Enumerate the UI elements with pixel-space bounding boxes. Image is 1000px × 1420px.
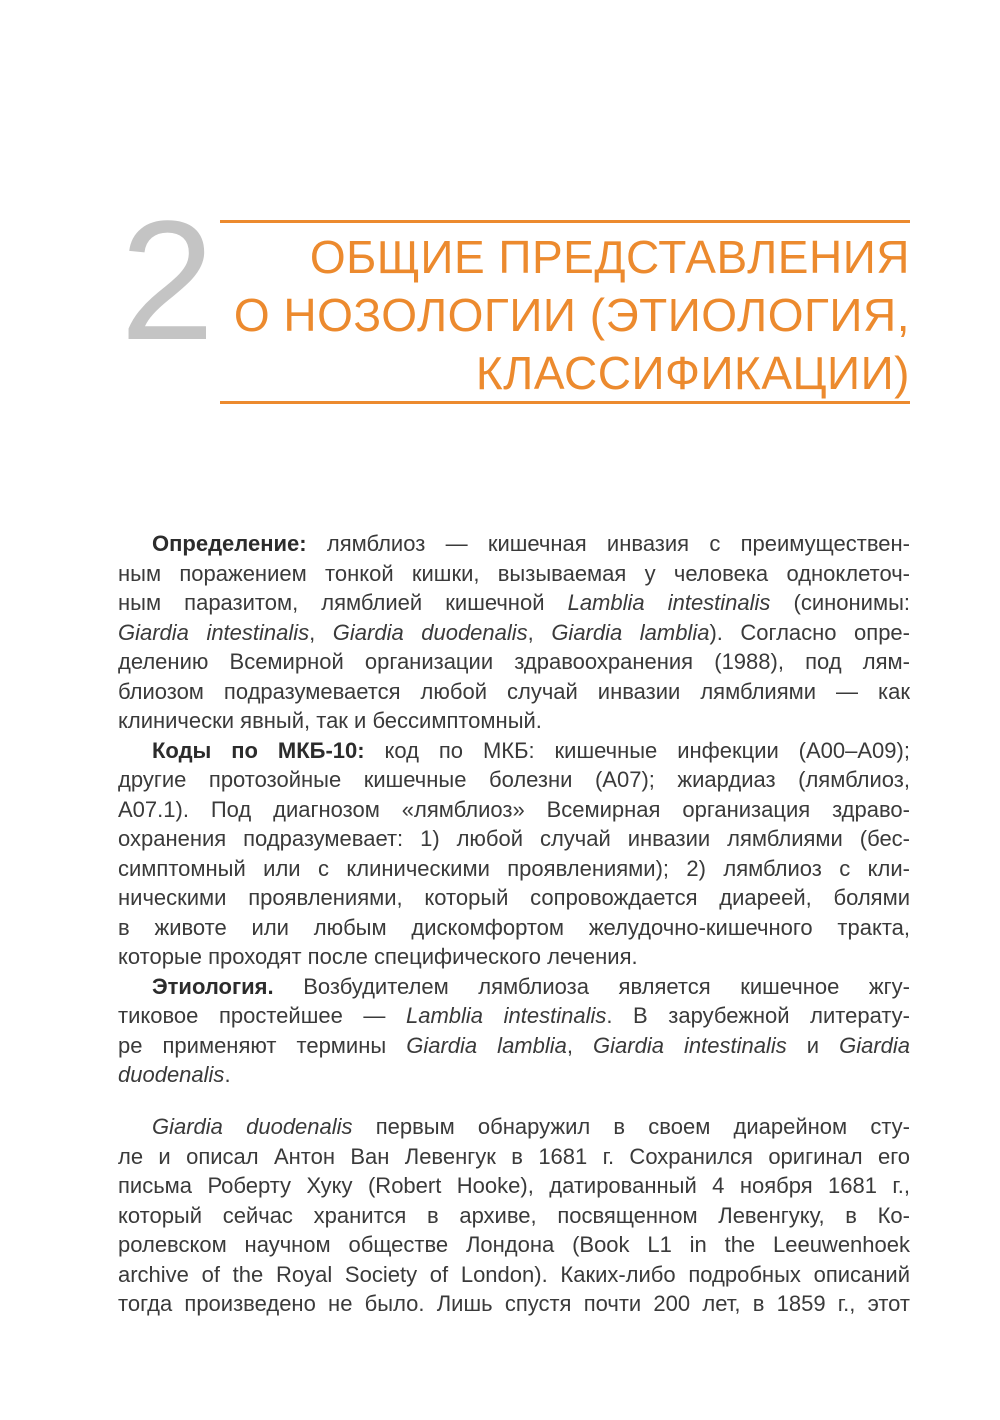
chapter-title-line: ОБЩИЕ ПРЕДСТАВЛЕНИЯ: [309, 231, 910, 283]
title-bottom-rule: [220, 401, 910, 404]
history-line: письма Роберту Хуку (Robert Hooke), датированный 4 ноября 1681 г.,: [118, 1173, 910, 1198]
icd-line: которые проходят после специфического лечения.: [118, 944, 638, 969]
etiology-line: duodenalis.: [118, 1062, 231, 1087]
history-line: archive of the Royal Society of London). Каких-либо подробных описаний: [118, 1261, 910, 1287]
history-line: Giardia duodenalis первым обнаружил в своем диарейном сту-: [152, 1114, 910, 1139]
history-line: ле и описал Антон Ван Левенгук в 1681 г. Сохранился оригинал его: [118, 1143, 910, 1169]
etiology-label: Этиология.: [152, 973, 274, 999]
definition-line: ным паразитом, лямблией кишечной Lamblia intestinalis (синонимы:: [118, 590, 910, 615]
definition-line: делению Всемирной организации здравоохранения (1988), под лям-: [118, 649, 910, 674]
icd-line: другие протозойные кишечные болезни (A07); жиардиаз (лямблиоз,: [118, 767, 910, 792]
etiology-line: тиковое простейшее — Lamblia intestinalis. В зарубежной литерату-: [118, 1003, 910, 1028]
definition-line: Giardia intestinalis, Giardia duodenalis, Giardia lamblia). Согласно опре-: [118, 619, 910, 645]
definition-line: Определение: лямблиоз — кишечная инвазия с преимуществен-: [152, 531, 910, 556]
definitions-block: [118, 529, 910, 1090]
chapter-title-line: О НОЗОЛОГИИ (ЭТИОЛОГИЯ,: [233, 289, 910, 341]
chapter-title-line: КЛАССИФИКАЦИИ): [475, 347, 910, 399]
definition-line: клинически явный, так и бессимптомный.: [118, 708, 542, 733]
history-line: тогда произведено не было. Лишь спустя почти 200 лет, в 1859 г., этот: [118, 1291, 910, 1316]
icd-line: ническими проявлениями, который сопровождается диареей, болями: [118, 885, 910, 910]
icd-line: Коды по МКБ-10: код по МКБ: кишечные инфекции (A00–A09);: [152, 737, 910, 763]
definition-line: блиозом подразумевается любой случай инвазии лямблиями — как: [118, 678, 910, 704]
definition-line: ным поражением тонкой кишки, вызываемая у человека одноклеточ-: [118, 560, 910, 586]
history-line: который сейчас хранится в архиве, посвященном Левенгуку, в Ко-: [118, 1202, 910, 1228]
etiology-line: Этиология. Возбудителем лямблиоза является кишечное жгу-: [152, 973, 910, 999]
icd-line: охранения подразумевает: 1) любой случай инвазии лямблиями (бес-: [118, 826, 910, 851]
icd-line: симптомный или с клиническими проявлениями); 2) лямблиоз с кли-: [118, 855, 910, 881]
history-line: ролевском научном обществе Лондона (Book L1 in the Leeuwenhoek: [118, 1232, 910, 1257]
title-top-rule: [220, 220, 910, 223]
definition-label: Определение:: [152, 531, 307, 556]
icd-line: в животе или любым дискомфортом желудочно-кишечного тракта,: [118, 914, 910, 940]
icd-label: Коды по МКБ-10:: [152, 737, 365, 763]
history-block: [118, 1112, 910, 1319]
icd-line: A07.1). Под диагнозом «лямблиоз» Всемирная организация здраво-: [118, 796, 910, 822]
etiology-line: ре применяют термины Giardia lamblia, Giardia intestinalis и Giardia: [118, 1032, 911, 1058]
chapter-title: [220, 228, 910, 402]
chapter-number: 2: [120, 186, 215, 376]
